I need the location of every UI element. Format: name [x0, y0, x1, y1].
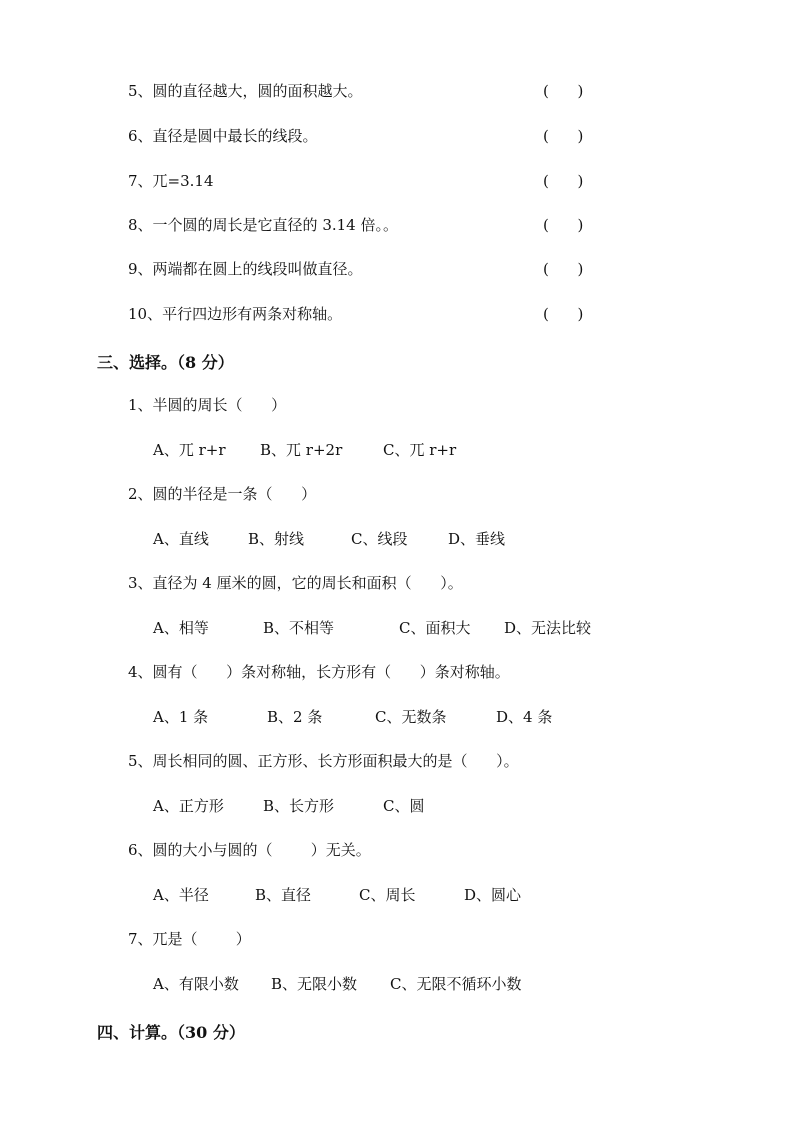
judge-item-6: 6、直径是圆中最长的线段。 [128, 127, 318, 145]
choice-1-option-c[interactable]: C、兀 r+r [383, 441, 457, 459]
judge-blank-10[interactable]: ( ) [543, 305, 584, 323]
choice-question-1: 1、半圆的周长（ ） [128, 396, 287, 414]
judge-blank-6[interactable]: ( ) [543, 127, 584, 145]
choice-4-option-c[interactable]: C、无数条 [375, 708, 447, 726]
choice-question-7: 7、兀是（ ） [128, 930, 251, 948]
choice-6-option-d[interactable]: D、圆心 [464, 886, 522, 904]
section-3-title: 三、选择。（8 分） [97, 353, 234, 372]
judge-item-8: 8、一个圆的周长是它直径的 3.14 倍。。 [128, 216, 398, 234]
choice-3-option-d[interactable]: D、无法比较 [504, 619, 592, 637]
choice-3-option-b[interactable]: B、不相等 [263, 619, 335, 637]
choice-1-option-b[interactable]: B、兀 r+2r [260, 441, 343, 459]
choice-3-option-a[interactable]: A、相等 [153, 619, 209, 637]
choice-2-option-d[interactable]: D、垂线 [448, 530, 506, 548]
choice-5-option-b[interactable]: B、长方形 [263, 797, 335, 815]
choice-3-option-c[interactable]: C、面积大 [399, 619, 471, 637]
choice-question-2: 2、圆的半径是一条（ ） [128, 485, 317, 503]
choice-5-option-a[interactable]: A、正方形 [153, 797, 224, 815]
judge-blank-9[interactable]: ( ) [543, 260, 584, 278]
choice-7-option-b[interactable]: B、无限小数 [271, 975, 358, 993]
judge-item-9: 9、两端都在圆上的线段叫做直径。 [128, 260, 363, 278]
choice-7-option-c[interactable]: C、无限不循环小数 [390, 975, 522, 993]
judge-blank-8[interactable]: ( ) [543, 216, 584, 234]
choice-7-option-a[interactable]: A、有限小数 [153, 975, 239, 993]
choice-4-option-d[interactable]: D、4 条 [496, 708, 553, 726]
choice-2-option-a[interactable]: A、直线 [153, 530, 209, 548]
judge-blank-7[interactable]: ( ) [543, 172, 584, 190]
choice-2-option-b[interactable]: B、射线 [248, 530, 305, 548]
choice-question-6: 6、圆的大小与圆的（ ）无关。 [128, 841, 371, 859]
judge-blank-5[interactable]: ( ) [543, 82, 584, 100]
choice-6-option-c[interactable]: C、周长 [359, 886, 416, 904]
choice-1-option-a[interactable]: A、兀 r+r [153, 441, 226, 459]
judge-item-7: 7、兀=3.14 [128, 172, 214, 190]
choice-question-5: 5、周长相同的圆、正方形、长方形面积最大的是（ ）。 [128, 752, 519, 770]
choice-5-option-c[interactable]: C、圆 [383, 797, 425, 815]
choice-2-option-c[interactable]: C、线段 [351, 530, 408, 548]
judge-item-5: 5、圆的直径越大，圆的面积越大。 [128, 82, 363, 100]
choice-6-option-b[interactable]: B、直径 [255, 886, 312, 904]
section-4-title: 四、计算。（30 分） [97, 1023, 245, 1042]
choice-question-3: 3、直径为 4 厘米的圆，它的周长和面积（ ）。 [128, 574, 463, 592]
choice-4-option-b[interactable]: B、2 条 [267, 708, 323, 726]
choice-question-4: 4、圆有（ ）条对称轴，长方形有（ ）条对称轴。 [128, 663, 510, 681]
choice-4-option-a[interactable]: A、1 条 [153, 708, 209, 726]
judge-item-10: 10、平行四边形有两条对称轴。 [128, 305, 343, 323]
choice-6-option-a[interactable]: A、半径 [153, 886, 209, 904]
